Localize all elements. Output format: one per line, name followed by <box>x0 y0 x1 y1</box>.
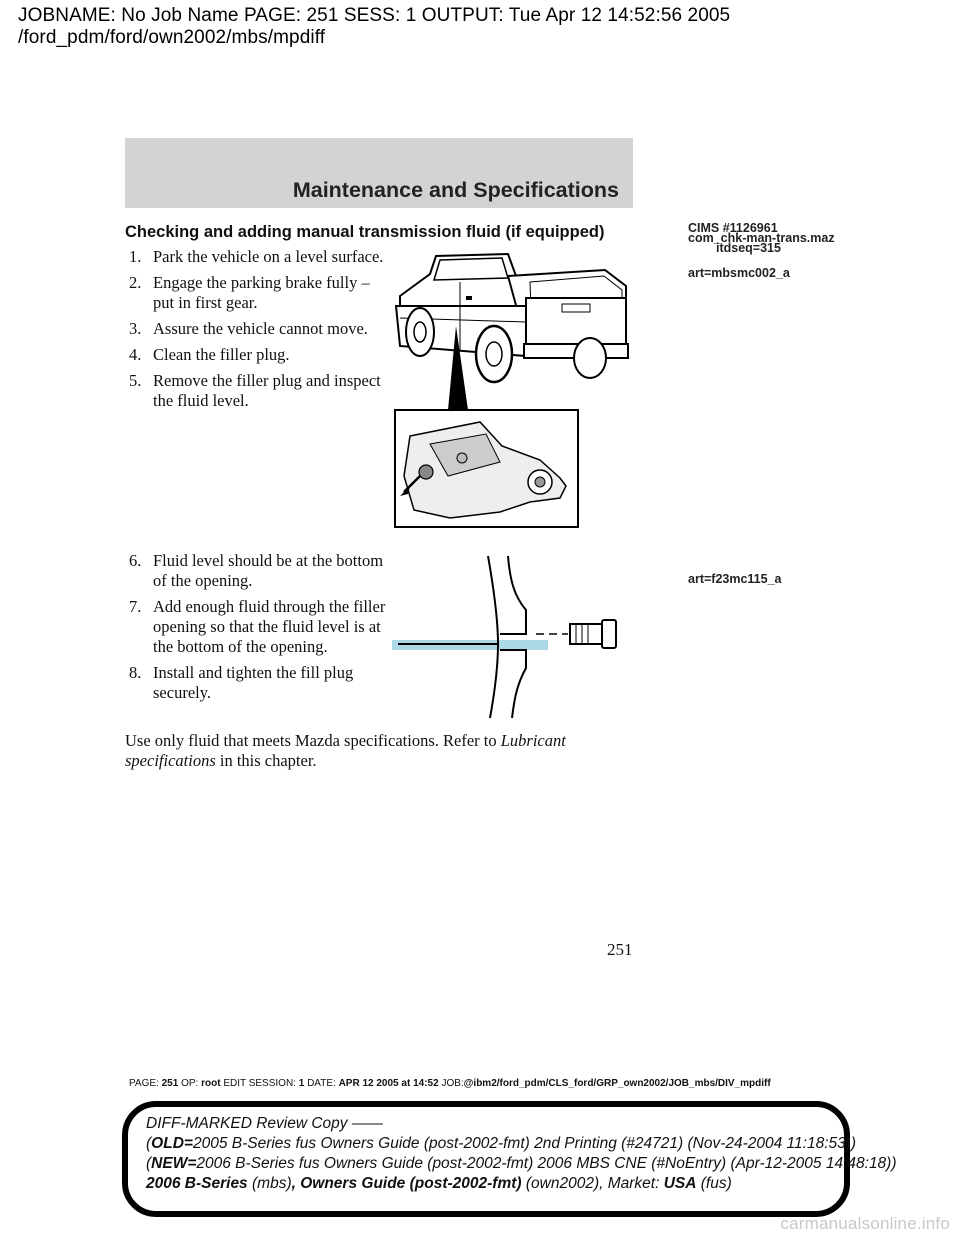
footer-session-label: EDIT SESSION: <box>223 1078 296 1089</box>
review-line-1: DIFF-MARKED Review Copy —— <box>146 1115 383 1132</box>
step-number: 8. <box>129 663 142 682</box>
step-number: 6. <box>129 551 142 570</box>
review-new-text: 2006 B-Series fus Owners Guide (post-2002-fmt) 2006 MBS CNE (#NoEntry) (Apr-12-2005 14:48:18)) <box>196 1155 897 1172</box>
step-item <box>129 345 391 365</box>
cims-reference <box>688 223 835 253</box>
step-item <box>129 319 391 339</box>
art-reference-2: art=f23mc115_a <box>688 572 782 586</box>
step-text: Park the vehicle on a level surface. <box>153 247 384 266</box>
step-item <box>129 371 391 411</box>
note-text-after: in this chapter. <box>215 751 317 770</box>
cims-id: CIMS #1126961 <box>688 221 778 235</box>
review-line-4 <box>146 1174 897 1194</box>
fluid-level-diagram <box>390 550 630 720</box>
review-old-text: 2005 B-Series fus Owners Guide (post-2002-fmt) 2nd Printing (#24721) (Nov-24-2004 11:18:53)) <box>192 1135 857 1152</box>
footer-page-label: PAGE: <box>129 1078 159 1089</box>
review-l4-f: USA <box>663 1175 697 1192</box>
footer-op-label: OP: <box>181 1078 199 1089</box>
job-header-line-2: /ford_pdm/ford/own2002/mbs/mpdiff <box>18 27 326 48</box>
fluid-spec-note <box>125 731 605 771</box>
step-number: 2. <box>129 273 142 292</box>
step-item <box>129 273 391 313</box>
procedure-heading: Checking and adding manual transmission fluid (if equipped) <box>125 223 605 241</box>
step-text: Add enough fluid through the filler opening so that the fluid level is at the bottom of the opening. <box>153 597 386 656</box>
art-reference-1: art=mbsmc002_a <box>688 266 790 280</box>
step-number: 3. <box>129 319 142 338</box>
print-footer <box>129 1078 771 1089</box>
watermark: carmanualsonline.info <box>780 1214 950 1233</box>
step-number: 5. <box>129 371 142 390</box>
step-item <box>129 663 391 703</box>
step-text: Install and tighten the fill plug securely. <box>153 663 354 702</box>
footer-page-value: 251 <box>161 1078 179 1089</box>
note-text-before: Use only fluid that meets Mazda specifications. Refer to <box>125 731 501 750</box>
step-number: 7. <box>129 597 142 616</box>
review-new-paren: ( <box>146 1155 152 1172</box>
job-header-line-1: JOBNAME: No Job Name PAGE: 251 SESS: 1 OUTPUT: Tue Apr 12 14:52:56 2005 <box>18 5 731 26</box>
review-line-old <box>146 1134 897 1154</box>
step-item <box>129 551 391 591</box>
steps-list-1 <box>129 247 391 417</box>
review-l4-c: , Owners Guide (post-2002-fmt) <box>291 1175 522 1192</box>
review-new-label: NEW= <box>151 1155 197 1172</box>
section-title: Maintenance and Specifications <box>292 178 619 202</box>
review-copy-box <box>122 1101 897 1217</box>
footer-job-label: JOB: <box>441 1078 464 1089</box>
footer-date-value: APR 12 2005 at 14:52 <box>338 1078 439 1089</box>
note-reference: Lubricant specifications <box>125 731 566 770</box>
review-old-paren: ( <box>146 1135 152 1152</box>
footer-date-label: DATE: <box>307 1078 336 1089</box>
review-l4-a: 2006 B-Series <box>146 1175 248 1192</box>
review-l4-g: (fus) <box>696 1175 732 1192</box>
section-header-band <box>125 138 633 208</box>
step-item <box>129 597 391 657</box>
footer-op-value: root <box>201 1078 221 1089</box>
step-number: 1. <box>129 247 142 266</box>
review-old-label: OLD= <box>151 1135 193 1152</box>
review-l4-e: , Market: <box>599 1175 664 1192</box>
step-text: Remove the filler plug and inspect the fluid level. <box>153 371 381 410</box>
footer-session-value: 1 <box>298 1078 305 1089</box>
cims-file: com_chk-man-trans.maz <box>688 231 835 245</box>
cims-seq: itdseq=315 <box>716 241 781 255</box>
step-text: Fluid level should be at the bottom of the opening. <box>153 551 384 590</box>
review-l4-d: (own2002) <box>521 1175 600 1192</box>
review-l4-b: (mbs) <box>247 1175 292 1192</box>
step-item <box>129 247 391 267</box>
truck-transmission-illustration <box>390 246 630 530</box>
review-copy-text <box>146 1114 897 1194</box>
step-text: Assure the vehicle cannot move. <box>153 319 368 338</box>
step-text: Engage the parking brake fully – put in first gear. <box>153 273 370 312</box>
step-text: Clean the filler plug. <box>153 345 290 364</box>
page-number: 251 <box>607 940 633 959</box>
steps-list-2 <box>129 551 391 709</box>
review-line-new <box>146 1154 897 1174</box>
step-number: 4. <box>129 345 142 364</box>
footer-job-value: @ibm2/ford_pdm/CLS_ford/GRP_own2002/JOB_mbs/DIV_mpdiff <box>463 1078 771 1089</box>
